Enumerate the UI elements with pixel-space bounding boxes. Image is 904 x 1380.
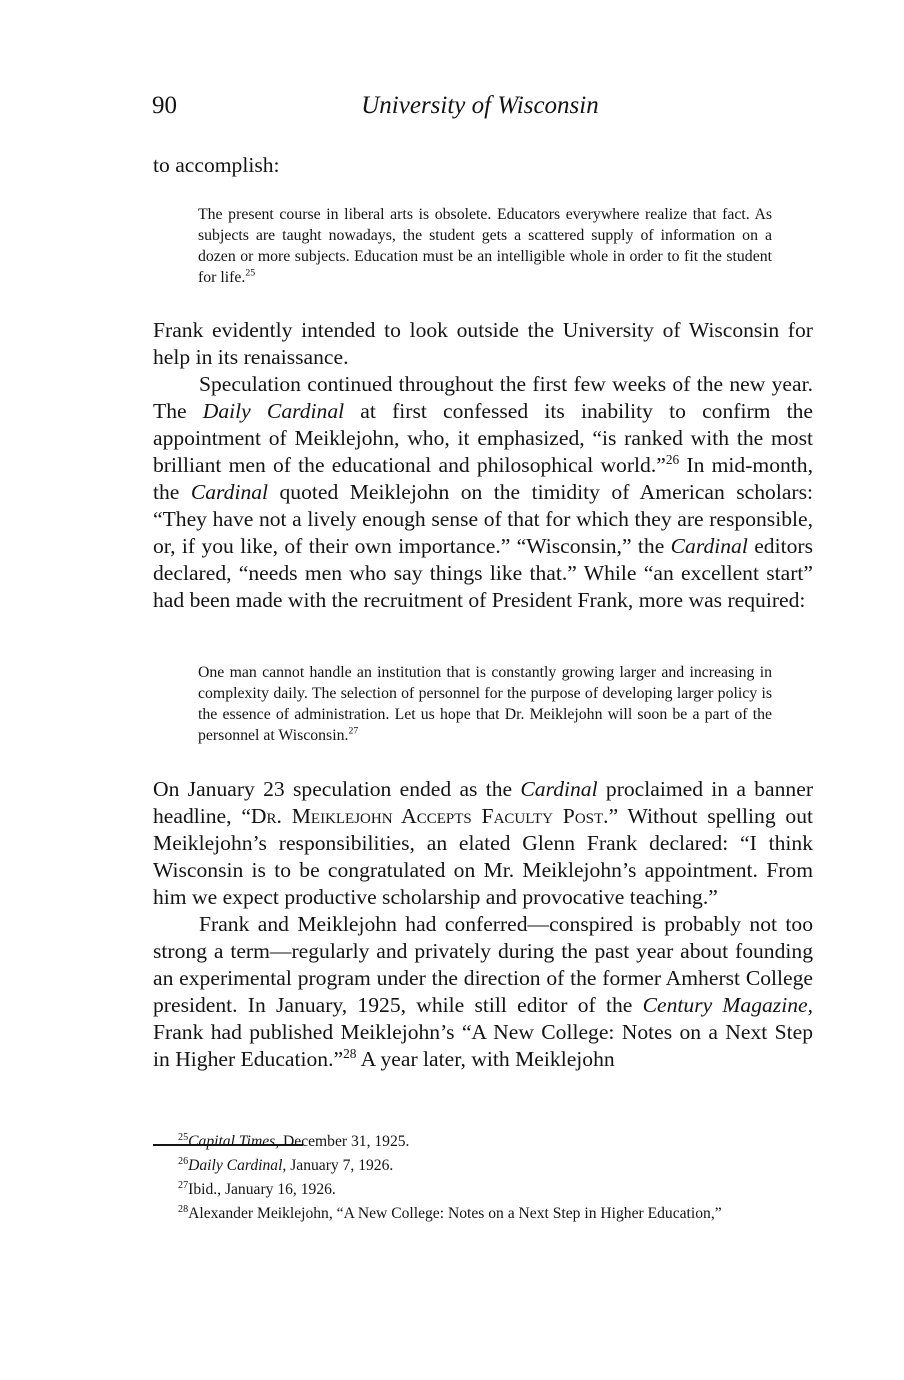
footnote-number: 25 <box>178 1131 189 1143</box>
paragraph-1: Frank evidently intended to look outside the University of Wisconsin for help in its renaissance. <box>153 318 813 369</box>
block-quote-1-text <box>198 204 772 288</box>
running-title: University of Wisconsin <box>361 92 599 119</box>
lead-line-block <box>153 152 813 179</box>
text-run: quoted Meiklejohn on the timidity of American scholars: “They have not a lively enough sense of that for which they are responsible, or, if you like, of their own importance.” “Wisconsin,” the <box>153 480 814 558</box>
title-cardinal: Cardinal <box>190 480 269 504</box>
text-run: A year later, with Meiklejohn <box>356 1047 615 1071</box>
note-ref-25: 25 <box>245 267 256 279</box>
footnote-number: 27 <box>178 1179 189 1191</box>
text-run: proclaimed in a banner headline, “ <box>153 777 814 828</box>
footnote <box>178 1202 818 1226</box>
note-ref-26: 26 <box>665 451 680 467</box>
paragraph-4 <box>153 911 813 1073</box>
footnote-text: Ibid., January 16, 1926. <box>188 1181 336 1198</box>
text-run: On January 23 speculation ended as the <box>153 777 521 801</box>
footnote-number: 28 <box>178 1203 189 1215</box>
quote-text: One man cannot handle an institution that is constantly growing larger and increasing in complexity daily. The selection of personnel for the purpose of developing larger policy is the essence of administration. Let us hope that Dr. Meiklejohn will soon be a part of the personnel at Wisconsin. <box>198 664 772 744</box>
quote-text: The present course in liberal arts is obsolete. Educators everywhere realize that fact. As subjects are taught nowadays, the student gets a scattered supply of information on a dozen or more subjects. Education must be an intelligible whole in order to fit the student for life. <box>198 206 772 286</box>
title-century-magazine: Century Magazine, <box>642 993 813 1017</box>
text-run: at first confessed its inability to confirm the appointment of Meiklejohn, who, it emphasized, “is ranked with the most brilliant men of the educational and philosophical world.” <box>153 399 813 477</box>
footnote <box>178 1178 818 1202</box>
footnote <box>178 1130 818 1154</box>
text-run: Frank and Meiklejohn had conferred—conspired is probably not too strong a term—regularly and privately during the past year about founding an experimental program under the direction of the former Amherst College president. In January, 1925, while still editor of the <box>153 912 813 1017</box>
footnote-text: January 7, 1926. <box>286 1157 394 1174</box>
footnotes <box>178 1130 818 1226</box>
text-run: Frank had published Meiklejohn’s “A New College: Notes on a Next Step in Higher Education.” <box>153 1020 813 1071</box>
text-run: ” Without spelling out Meiklejohn’s responsibilities, an elated Glenn Frank declared: “I think Wisconsin is to be congratulated on Mr. Meiklejohn’s appointment. From him we expect productive scholarship and provocative teaching.” <box>153 804 813 909</box>
lead-line: to accomplish: <box>153 153 280 177</box>
block-quote-2-text <box>198 662 772 746</box>
footnote-text: December 31, 1925. <box>279 1133 410 1150</box>
title-daily-cardinal: Daily Cardinal <box>202 399 345 423</box>
main-text-2 <box>153 776 813 1073</box>
paragraph-2 <box>153 371 813 614</box>
page-number: 90 <box>152 92 177 119</box>
footnote-number: 26 <box>178 1155 189 1167</box>
main-text-1 <box>153 317 813 614</box>
paragraph-3 <box>153 776 813 911</box>
title-cardinal: Cardinal <box>520 777 598 801</box>
block-quote-2 <box>198 662 772 746</box>
note-ref-28: 28 <box>343 1045 357 1061</box>
banner-headline: Dr. Meiklejohn Accepts Faculty Post. <box>250 804 609 828</box>
block-quote-1 <box>198 204 772 288</box>
text-run: editors declared, “needs men who say things like that.” While “an excellent start” had been made with the recruitment of President Frank, more was required: <box>153 534 813 612</box>
footnote-source: Capital Times, <box>188 1133 280 1150</box>
text-run: In mid-month, the <box>153 453 813 504</box>
footnote-text: Alexander Meiklejohn, “A New College: Notes on a Next Step in Higher Education,” <box>188 1205 722 1222</box>
note-ref-27: 27 <box>348 725 359 737</box>
footnote-source: Daily Cardinal, <box>188 1157 287 1174</box>
title-cardinal: Cardinal <box>670 534 748 558</box>
footnote <box>178 1154 818 1178</box>
text-run: Speculation continued throughout the first few weeks of the new year. The <box>153 372 813 423</box>
